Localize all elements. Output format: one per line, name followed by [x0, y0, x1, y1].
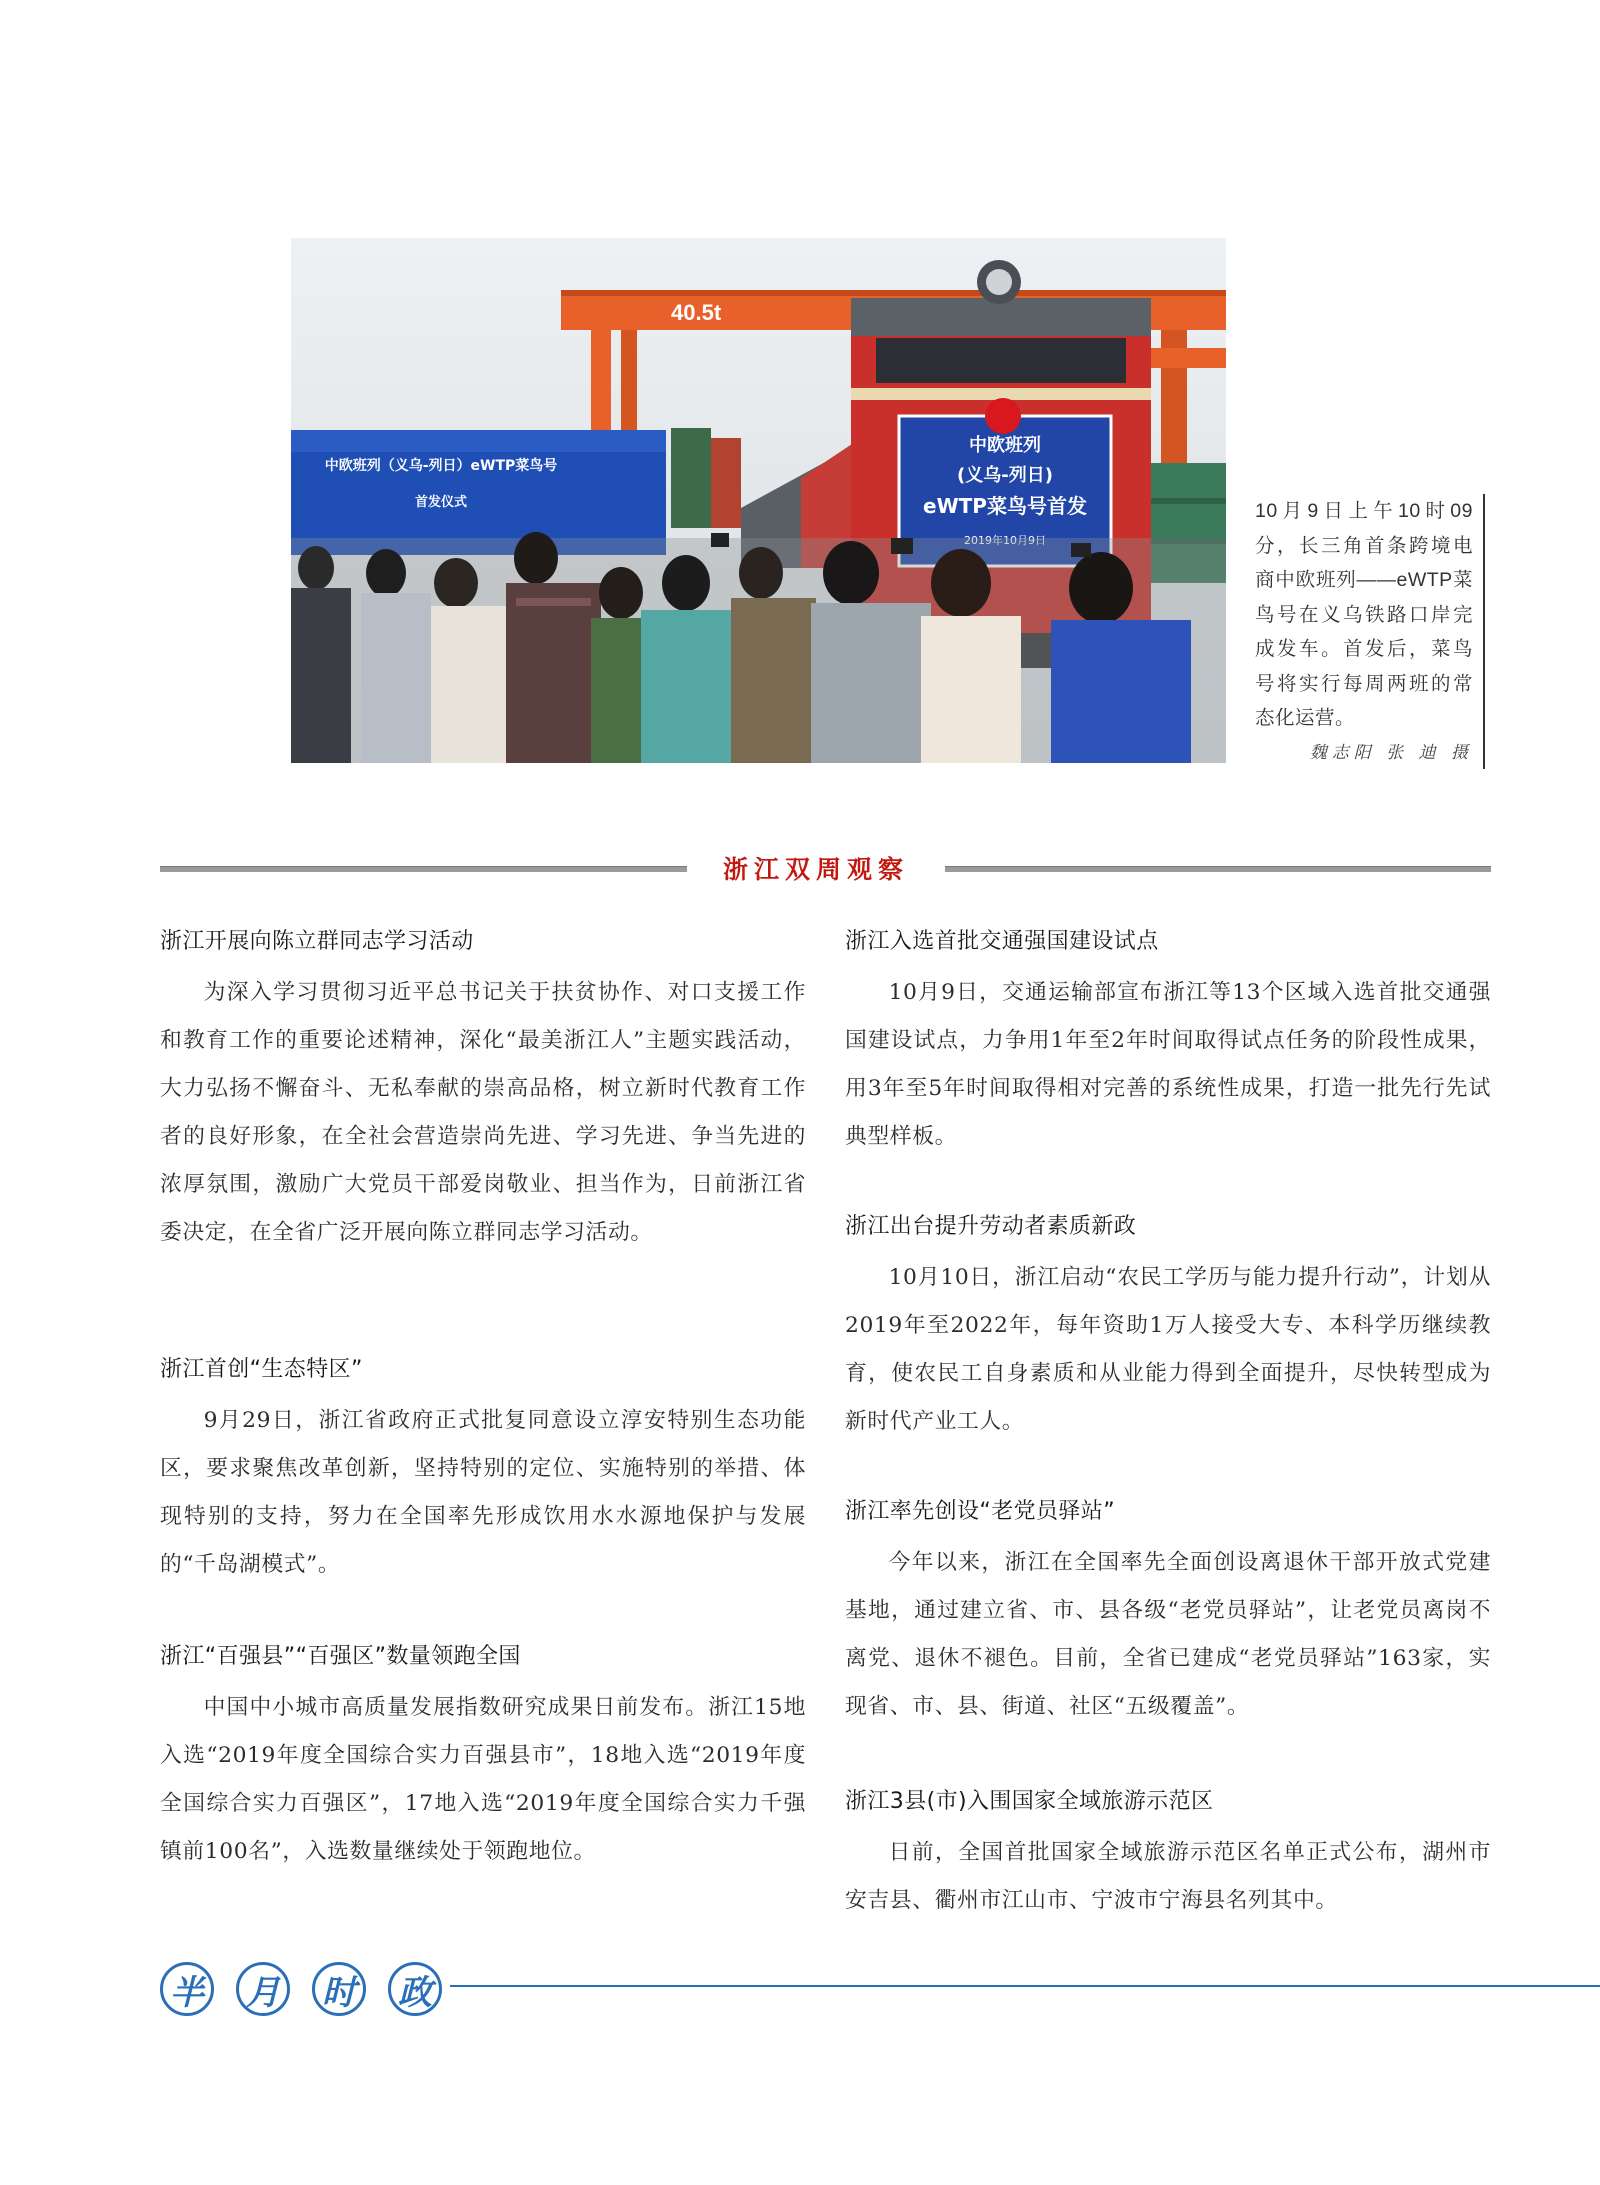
photo-credit: 魏志阳 张 迪 摄 — [1309, 743, 1473, 763]
ceremony-banner — [291, 430, 666, 555]
article-body: 今年以来，浙江在全国率先全面创设离退休干部开放式党建基地，通过建立省、市、县各级“老党员驿站”，让老党员离岗不离党、退休不褪色。目前，全省已建成“老党员驿站”163家，实现省、市、县、街道、社区“五级覆盖”。 — [845, 1550, 1491, 1719]
article-body: 中国中小城市高质量发展指数研究成果日前发布。浙江15地入选“2019年度全国综合实力百强县市”，18地入选“2019年度全国综合实力百强区”，17地入选“2019年度全国综合实力千强镇前100名”，入选数量继续处于领跑地位。 — [160, 1695, 806, 1864]
article-body: 9月29日，浙江省政府正式批复同意设立淳安特别生态功能区，要求聚焦改革创新，坚持特别的定位、实施特别的举措、体现特别的支持，努力在全国率先形成饮用水水源地保护与发展的“千岛湖模式”。 — [160, 1408, 806, 1577]
article-chen-liqun — [160, 925, 806, 1257]
footer-logo-char: 半 — [160, 1962, 214, 2016]
sign-line3: eWTP菜鸟号首发 — [923, 494, 1087, 518]
article-title: 浙江“百强县”“百强区”数量领跑全国 — [160, 1644, 521, 1669]
article-body: 10月9日，交通运输部宣布浙江等13个区域入选首批交通强国建设试点，力争用1年至2年时间取得试点任务的阶段性成果，用3年至5年时间取得相对完善的系统性成果，打造一批先行先试典型样板。 — [845, 980, 1491, 1149]
footer-logo-char: 政 — [388, 1962, 442, 2016]
article-title: 浙江入选首批交通强国建设试点 — [845, 929, 1159, 954]
news-photo — [291, 238, 1226, 763]
footer-logo — [160, 1962, 442, 2016]
article-title: 浙江出台提升劳动者素质新政 — [845, 1214, 1137, 1239]
article-title: 浙江开展向陈立群同志学习活动 — [160, 929, 474, 954]
sign-line1: 中欧班列 — [969, 435, 1041, 456]
sign-date: 2019年10月9日 — [964, 534, 1046, 547]
article-body: 为深入学习贯彻习近平总书记关于扶贫协作、对口支援工作和教育工作的重要论述精神，深化“最美浙江人”主题实践活动，大力弘扬不懈奋斗、无私奉献的崇高品格，树立新时代教育工作者的良好形象，在全社会营造崇尚先进、学习先进、争当先进的浓厚氛围，激励广大党员干部爱岗敬业、担当作为，日前浙江省委决定，在全省广泛开展向陈立群同志学习活动。 — [160, 980, 806, 1245]
article-title: 浙江率先创设“老党员驿站” — [845, 1499, 1115, 1524]
footer-logo-char: 月 — [236, 1962, 290, 2016]
article-eco-zone — [160, 1353, 806, 1589]
crowd — [291, 532, 1226, 763]
section-rule-right — [945, 866, 1491, 872]
article-title: 浙江3县(市)入围国家全域旅游示范区 — [845, 1789, 1214, 1814]
section-rule-left — [160, 866, 687, 872]
footer-logo-char: 时 — [312, 1962, 366, 2016]
footer-rule — [450, 1985, 1600, 1987]
article-transport-pilot — [845, 925, 1491, 1161]
article-party-station — [845, 1495, 1491, 1731]
article-top-counties — [160, 1640, 806, 1876]
caption-divider — [1483, 494, 1485, 769]
banner-subtitle: 首发仪式 — [414, 495, 468, 510]
banner-title: 中欧班列（义乌-列日）eWTP菜鸟号 — [324, 458, 558, 474]
article-body: 10月10日，浙江启动“农民工学历与能力提升行动”，计划从2019年至2022年，每年资助1万人接受大专、本科学历继续教育，使农民工自身素质和从业能力得到全面提升，尽快转型成为新时代产业工人。 — [845, 1265, 1491, 1434]
crane-number: 40.5t — [671, 300, 722, 325]
article-worker-skills — [845, 1210, 1491, 1446]
section-title: 浙江双周观察 — [722, 855, 909, 884]
sign-line2: (义乌-列日) — [957, 465, 1053, 486]
article-title: 浙江首创“生态特区” — [160, 1357, 363, 1382]
article-tourism-demo — [845, 1785, 1491, 1925]
article-body: 日前，全国首批国家全域旅游示范区名单正式公布，湖州市安吉县、衢州市江山市、宁波市宁海县名列其中。 — [845, 1840, 1491, 1913]
photo-caption: 10月9日上午10时09分，长三角首条跨境电商中欧班列——eWTP菜鸟号在义乌铁路口岸完成发车。首发后，菜鸟号将实行每周两班的常态化运营。 — [1255, 500, 1473, 729]
